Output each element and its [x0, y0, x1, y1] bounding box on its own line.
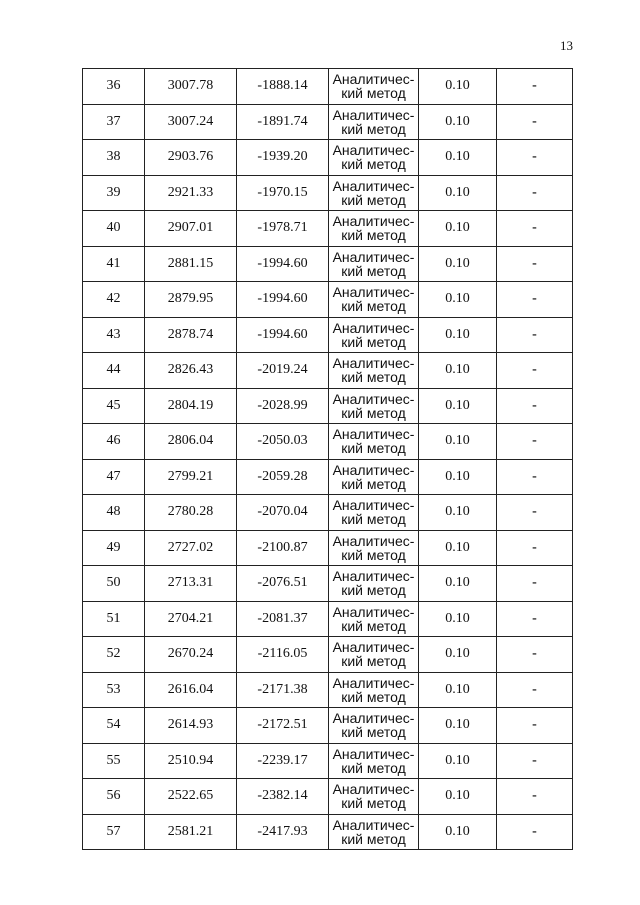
accuracy-cell: 0.10: [419, 743, 497, 779]
method-line: Аналитичес-: [332, 284, 415, 301]
method-line: Аналитичес-: [332, 532, 415, 549]
note-cell: -: [497, 601, 573, 637]
point-number-cell: 49: [83, 530, 145, 566]
y-coordinate-cell: -2172.51: [237, 708, 329, 744]
note-cell: -: [497, 779, 573, 815]
note-cell: -: [497, 140, 573, 176]
point-number-cell: 40: [83, 211, 145, 247]
method-line: Аналитичес-: [332, 390, 415, 407]
accuracy-cell: 0.10: [419, 708, 497, 744]
method-line: Аналитичес-: [332, 248, 415, 265]
y-coordinate-cell: -2100.87: [237, 530, 329, 566]
method-line: Аналитичес-: [332, 639, 415, 656]
accuracy-cell: 0.10: [419, 637, 497, 673]
accuracy-cell: 0.10: [419, 317, 497, 353]
accuracy-cell: 0.10: [419, 104, 497, 140]
table-row: [83, 175, 573, 211]
method-line: кий метод: [341, 333, 406, 350]
method-cell: [329, 637, 419, 673]
table-row: [83, 779, 573, 815]
note-cell: -: [497, 566, 573, 602]
method-line: кий метод: [341, 440, 406, 457]
method-cell: [329, 424, 419, 460]
table-row: [83, 459, 573, 495]
accuracy-cell: 0.10: [419, 388, 497, 424]
note-cell: -: [497, 814, 573, 850]
y-coordinate-cell: -2081.37: [237, 601, 329, 637]
table-row: [83, 69, 573, 105]
y-coordinate-cell: -2171.38: [237, 672, 329, 708]
x-coordinate-cell: 2713.31: [145, 566, 237, 602]
method-line: Аналитичес-: [332, 710, 415, 727]
method-cell: [329, 530, 419, 566]
x-coordinate-cell: 2804.19: [145, 388, 237, 424]
method-line: Аналитичес-: [332, 142, 415, 159]
method-line: кий метод: [341, 298, 406, 315]
method-line: кий метод: [341, 830, 406, 847]
point-number-cell: 56: [83, 779, 145, 815]
x-coordinate-cell: 2878.74: [145, 317, 237, 353]
method-cell: [329, 211, 419, 247]
x-coordinate-cell: 2799.21: [145, 459, 237, 495]
method-cell: [329, 353, 419, 389]
accuracy-cell: 0.10: [419, 601, 497, 637]
y-coordinate-cell: -1939.20: [237, 140, 329, 176]
note-cell: -: [497, 743, 573, 779]
table-row: [83, 637, 573, 673]
point-number-cell: 42: [83, 282, 145, 318]
x-coordinate-cell: 2510.94: [145, 743, 237, 779]
point-number-cell: 50: [83, 566, 145, 602]
coordinates-table: [82, 68, 573, 850]
table-row: [83, 672, 573, 708]
method-cell: [329, 743, 419, 779]
note-cell: -: [497, 175, 573, 211]
table-row: [83, 424, 573, 460]
method-line: Аналитичес-: [332, 497, 415, 514]
table-row: [83, 104, 573, 140]
table-row: [83, 743, 573, 779]
x-coordinate-cell: 2826.43: [145, 353, 237, 389]
method-cell: [329, 104, 419, 140]
method-cell: [329, 672, 419, 708]
method-cell: [329, 282, 419, 318]
table-row: [83, 211, 573, 247]
page-number: 13: [560, 38, 573, 53]
point-number-cell: 36: [83, 69, 145, 105]
method-line: Аналитичес-: [332, 745, 415, 762]
method-line: Аналитичес-: [332, 71, 415, 88]
method-line: кий метод: [341, 85, 406, 102]
note-cell: -: [497, 459, 573, 495]
point-number-cell: 52: [83, 637, 145, 673]
x-coordinate-cell: 2670.24: [145, 637, 237, 673]
note-cell: -: [497, 637, 573, 673]
table-row: [83, 353, 573, 389]
x-coordinate-cell: 3007.24: [145, 104, 237, 140]
y-coordinate-cell: -2019.24: [237, 353, 329, 389]
accuracy-cell: 0.10: [419, 495, 497, 531]
point-number-cell: 44: [83, 353, 145, 389]
method-cell: [329, 69, 419, 105]
method-line: Аналитичес-: [332, 213, 415, 230]
method-line: кий метод: [341, 688, 406, 705]
method-line: Аналитичес-: [332, 106, 415, 123]
method-line: кий метод: [341, 156, 406, 173]
y-coordinate-cell: -1994.60: [237, 246, 329, 282]
y-coordinate-cell: -2059.28: [237, 459, 329, 495]
method-line: кий метод: [341, 617, 406, 634]
note-cell: -: [497, 530, 573, 566]
note-cell: -: [497, 69, 573, 105]
point-number-cell: 53: [83, 672, 145, 708]
x-coordinate-cell: 3007.78: [145, 69, 237, 105]
table-row: [83, 566, 573, 602]
x-coordinate-cell: 2903.76: [145, 140, 237, 176]
method-line: Аналитичес-: [332, 674, 415, 691]
method-line: кий метод: [341, 795, 406, 812]
x-coordinate-cell: 2921.33: [145, 175, 237, 211]
method-line: Аналитичес-: [332, 568, 415, 585]
note-cell: -: [497, 388, 573, 424]
method-line: Аналитичес-: [332, 816, 415, 833]
method-line: кий метод: [341, 759, 406, 776]
method-cell: [329, 175, 419, 211]
method-line: Аналитичес-: [332, 355, 415, 372]
accuracy-cell: 0.10: [419, 779, 497, 815]
method-line: Аналитичес-: [332, 319, 415, 336]
x-coordinate-cell: 2780.28: [145, 495, 237, 531]
x-coordinate-cell: 2704.21: [145, 601, 237, 637]
x-coordinate-cell: 2581.21: [145, 814, 237, 850]
accuracy-cell: 0.10: [419, 69, 497, 105]
accuracy-cell: 0.10: [419, 424, 497, 460]
point-number-cell: 48: [83, 495, 145, 531]
method-line: кий метод: [341, 475, 406, 492]
note-cell: -: [497, 353, 573, 389]
note-cell: -: [497, 495, 573, 531]
y-coordinate-cell: -2116.05: [237, 637, 329, 673]
table-row: [83, 495, 573, 531]
point-number-cell: 57: [83, 814, 145, 850]
note-cell: -: [497, 282, 573, 318]
point-number-cell: 37: [83, 104, 145, 140]
table-row: [83, 140, 573, 176]
x-coordinate-cell: 2881.15: [145, 246, 237, 282]
method-line: кий метод: [341, 724, 406, 741]
y-coordinate-cell: -2050.03: [237, 424, 329, 460]
table-row: [83, 282, 573, 318]
method-line: кий метод: [341, 582, 406, 599]
x-coordinate-cell: 2879.95: [145, 282, 237, 318]
table-row: [83, 814, 573, 850]
y-coordinate-cell: -1994.60: [237, 317, 329, 353]
method-cell: [329, 317, 419, 353]
method-line: кий метод: [341, 653, 406, 670]
method-line: кий метод: [341, 404, 406, 421]
method-line: Аналитичес-: [332, 461, 415, 478]
x-coordinate-cell: 2616.04: [145, 672, 237, 708]
y-coordinate-cell: -2076.51: [237, 566, 329, 602]
method-cell: [329, 388, 419, 424]
accuracy-cell: 0.10: [419, 282, 497, 318]
method-cell: [329, 708, 419, 744]
table-row: [83, 708, 573, 744]
y-coordinate-cell: -1978.71: [237, 211, 329, 247]
method-line: кий метод: [341, 120, 406, 137]
y-coordinate-cell: -1891.74: [237, 104, 329, 140]
point-number-cell: 45: [83, 388, 145, 424]
method-line: кий метод: [341, 191, 406, 208]
table-row: [83, 601, 573, 637]
method-cell: [329, 814, 419, 850]
accuracy-cell: 0.10: [419, 459, 497, 495]
method-cell: [329, 459, 419, 495]
point-number-cell: 38: [83, 140, 145, 176]
y-coordinate-cell: -2417.93: [237, 814, 329, 850]
point-number-cell: 43: [83, 317, 145, 353]
note-cell: -: [497, 246, 573, 282]
table-row: [83, 388, 573, 424]
accuracy-cell: 0.10: [419, 566, 497, 602]
y-coordinate-cell: -2028.99: [237, 388, 329, 424]
point-number-cell: 46: [83, 424, 145, 460]
table-row: [83, 246, 573, 282]
note-cell: -: [497, 104, 573, 140]
y-coordinate-cell: -1994.60: [237, 282, 329, 318]
method-cell: [329, 779, 419, 815]
method-line: Аналитичес-: [332, 603, 415, 620]
accuracy-cell: 0.10: [419, 175, 497, 211]
note-cell: -: [497, 672, 573, 708]
point-number-cell: 41: [83, 246, 145, 282]
coordinates-table-body: [83, 69, 573, 850]
x-coordinate-cell: 2806.04: [145, 424, 237, 460]
accuracy-cell: 0.10: [419, 140, 497, 176]
method-cell: [329, 601, 419, 637]
y-coordinate-cell: -2070.04: [237, 495, 329, 531]
accuracy-cell: 0.10: [419, 814, 497, 850]
x-coordinate-cell: 2522.65: [145, 779, 237, 815]
method-line: Аналитичес-: [332, 781, 415, 798]
note-cell: -: [497, 708, 573, 744]
accuracy-cell: 0.10: [419, 672, 497, 708]
method-cell: [329, 566, 419, 602]
accuracy-cell: 0.10: [419, 211, 497, 247]
point-number-cell: 54: [83, 708, 145, 744]
table-row: [83, 317, 573, 353]
point-number-cell: 55: [83, 743, 145, 779]
note-cell: -: [497, 317, 573, 353]
method-line: кий метод: [341, 227, 406, 244]
method-line: кий метод: [341, 546, 406, 563]
y-coordinate-cell: -2239.17: [237, 743, 329, 779]
method-line: кий метод: [341, 262, 406, 279]
note-cell: -: [497, 424, 573, 460]
method-line: кий метод: [341, 511, 406, 528]
table-row: [83, 530, 573, 566]
x-coordinate-cell: 2727.02: [145, 530, 237, 566]
method-cell: [329, 246, 419, 282]
x-coordinate-cell: 2907.01: [145, 211, 237, 247]
note-cell: -: [497, 211, 573, 247]
point-number-cell: 51: [83, 601, 145, 637]
method-line: Аналитичес-: [332, 426, 415, 443]
accuracy-cell: 0.10: [419, 353, 497, 389]
method-line: кий метод: [341, 369, 406, 386]
x-coordinate-cell: 2614.93: [145, 708, 237, 744]
method-cell: [329, 140, 419, 176]
method-cell: [329, 495, 419, 531]
method-line: Аналитичес-: [332, 177, 415, 194]
y-coordinate-cell: -2382.14: [237, 779, 329, 815]
accuracy-cell: 0.10: [419, 530, 497, 566]
point-number-cell: 39: [83, 175, 145, 211]
point-number-cell: 47: [83, 459, 145, 495]
accuracy-cell: 0.10: [419, 246, 497, 282]
y-coordinate-cell: -1970.15: [237, 175, 329, 211]
y-coordinate-cell: -1888.14: [237, 69, 329, 105]
